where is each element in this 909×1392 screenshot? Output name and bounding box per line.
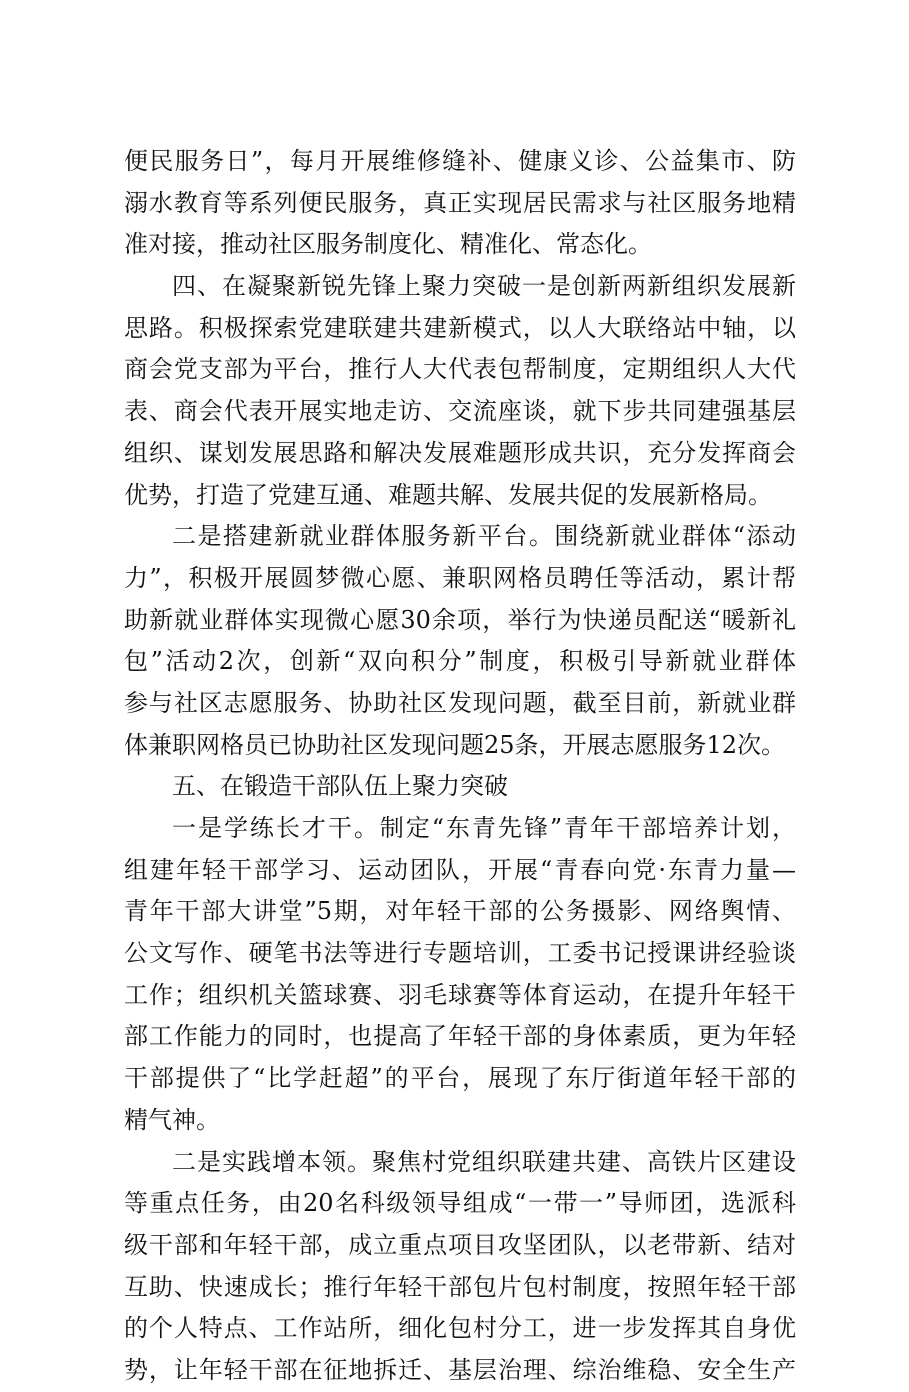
text-line: 组建年轻干部学习、运动团队，开展“青春向党·东青力量— [124,855,796,884]
text-line: 工作；组织机关篮球赛、羽毛球赛等体育运动，在提升年轻干 [124,980,796,1009]
text-line: 互助、快速成长；推行年轻干部包片包村制度，按照年轻干部 [124,1272,796,1301]
text-line: 精气神。 [124,1105,220,1134]
text-line: 部工作能力的同时，也提高了年轻干部的身体素质，更为年轻 [124,1022,796,1051]
text-line: 商会党支部为平台，推行人大代表包帮制度，定期组织人大代 [124,355,796,384]
section-heading: 五、在锻造干部队伍上聚力突破 [172,772,508,801]
text-line: 优势，打造了党建互通、难题共解、发展共促的发展新格局。 [124,480,772,509]
text-line: 溺水教育等系列便民服务，真正实现居民需求与社区服务地精 [124,188,796,217]
text-line: 便民服务日”，每月开展维修缝补、健康义诊、公益集市、防 [124,147,796,175]
text-line: 包”活动2次，创新“双向积分”制度，积极引导新就业群体 [124,647,796,676]
text-line: 体兼职网格员已协助社区发现问题25条，开展志愿服务12次。 [124,730,786,759]
text-line: 组织、谋划发展思路和解决发展难题形成共识，充分发挥商会 [124,438,796,467]
text-line: 表、商会代表开展实地走访、交流座谈，就下步共同建强基层 [124,397,796,426]
text-line: 青年干部大讲堂”5期，对年轻干部的公务摄影、网络舆情、 [124,897,796,926]
text-line: 公文写作、硬笔书法等进行专题培训，工委书记授课讲经验谈 [124,939,796,968]
text-line: 干部提供了“比学赶超”的平台，展现了东厅街道年轻干部的 [124,1064,796,1093]
document-body [124,141,796,1392]
text-line: 力”，积极开展圆梦微心愿、兼职网格员聘任等活动，累计帮 [124,563,796,592]
paragraph-first-line: 四、在凝聚新锐先锋上聚力突破一是创新两新组织发展新 [172,272,796,301]
text-line: 思路。积极探索党建联建共建新模式，以人大联络站中轴，以 [124,313,796,342]
text-line: 等重点任务，由20名科级领导组成“一带一”导师团，选派科 [124,1189,796,1218]
paragraph-first-line: 一是学练长才干。制定“东青先锋”青年干部培养计划， [172,814,796,842]
paragraph-first-line: 二是搭建新就业群体服务新平台。围绕新就业群体“添动 [172,522,796,551]
text-line: 势，让年轻干部在征地拆迁、基层治理、综治维稳、安全生产 [124,1355,796,1384]
text-line: 助新就业群体实现微心愿30余项，举行为快递员配送“暖新礼 [124,605,796,634]
text-line: 的个人特点、工作站所，细化包村分工，进一步发挥其自身优 [124,1314,796,1343]
paragraph-first-line: 二是实践增本领。聚焦村党组织联建共建、高铁片区建设 [172,1147,796,1176]
text-line: 级干部和年轻干部，成立重点项目攻坚团队，以老带新、结对 [124,1230,796,1259]
text-line: 准对接，推动社区服务制度化、精准化、常态化。 [124,230,652,259]
text-line: 参与社区志愿服务、协助社区发现问题，截至目前，新就业群 [124,688,796,717]
